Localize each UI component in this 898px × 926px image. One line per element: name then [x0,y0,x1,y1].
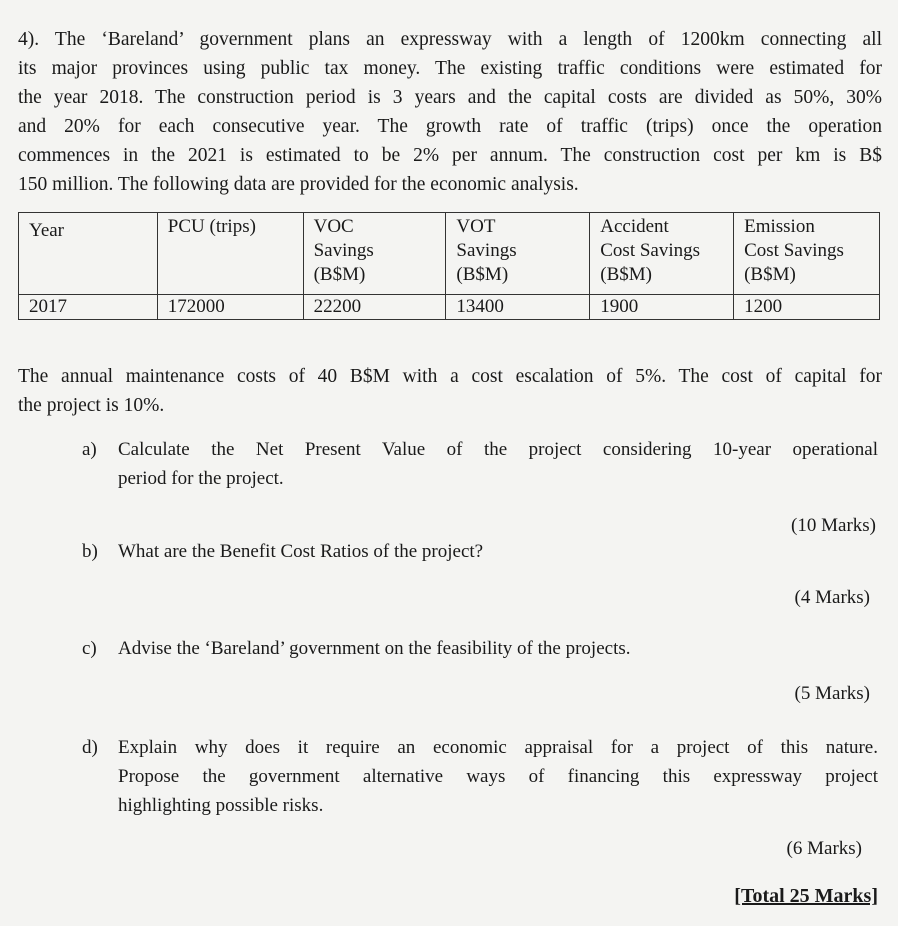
table-header-row [19,213,880,295]
part-a-marks: (10 Marks) [791,515,876,536]
question-line: its major provinces using public tax money. The existing traffic conditions were estimated for [18,58,882,79]
part-d-line: highlighting possible risks. [118,795,324,816]
part-a-label: a) [82,439,97,460]
part-d-marks: (6 Marks) [786,838,862,859]
table-header-cell: PCU (trips) [157,213,303,295]
table-cell: 172000 [157,295,303,320]
table-header-cell: Emission Cost Savings (B$M) [734,213,880,295]
part-d-line: Propose the government alternative ways of financing this expressway project [118,766,878,787]
part-a-line: Calculate the Net Present Value of the project considering 10-year operational [118,439,878,460]
part-b-label: b) [82,541,98,562]
part-d-label: d) [82,737,98,758]
table-cell: 1200 [734,295,880,320]
table-cell: 13400 [446,295,590,320]
part-c-text: Advise the ‘Bareland’ government on the feasibility of the projects. [118,638,631,659]
part-d-text [118,733,878,820]
table-header-cell: VOC Savings (B$M) [303,213,446,295]
part-b-marks: (4 Marks) [794,587,870,608]
part-b-text: What are the Benefit Cost Ratios of the project? [118,541,484,562]
table-header-cell: VOT Savings (B$M) [446,213,590,295]
part-c-label: c) [82,638,97,659]
question-line: commences in the 2021 is estimated to be 2% per annum. The construction cost per km is B$ [18,145,882,166]
table-cell: 1900 [590,295,734,320]
total-marks: [Total 25 Marks] [734,885,878,907]
data-table [18,212,880,320]
table-cell: 2017 [19,295,158,320]
question-line: 150 million. The following data are provided for the economic analysis. [18,174,579,195]
question-text [18,25,882,199]
question-line: 4). The ‘Bareland’ government plans an expressway with a length of 1200km connecting all [18,29,882,50]
maintenance-line: The annual maintenance costs of 40 B$M with a cost escalation of 5%. The cost of capital for [18,366,882,387]
table-row [19,295,880,320]
table-header-cell: Accident Cost Savings (B$M) [590,213,734,295]
part-c-marks: (5 Marks) [794,683,870,704]
maintenance-line: the project is 10%. [18,395,165,416]
question-line: the year 2018. The construction period is 3 years and the capital costs are divided as 50%, 30% [18,87,882,108]
question-line: and 20% for each consecutive year. The growth rate of traffic (trips) once the operation [18,116,882,137]
part-a-line: period for the project. [118,468,284,489]
table-header-cell: Year [19,213,158,295]
maintenance-text [18,362,882,420]
table-cell: 22200 [303,295,446,320]
part-d-line: Explain why does it require an economic appraisal for a project of this nature. [118,737,878,758]
part-a-text [118,435,878,493]
